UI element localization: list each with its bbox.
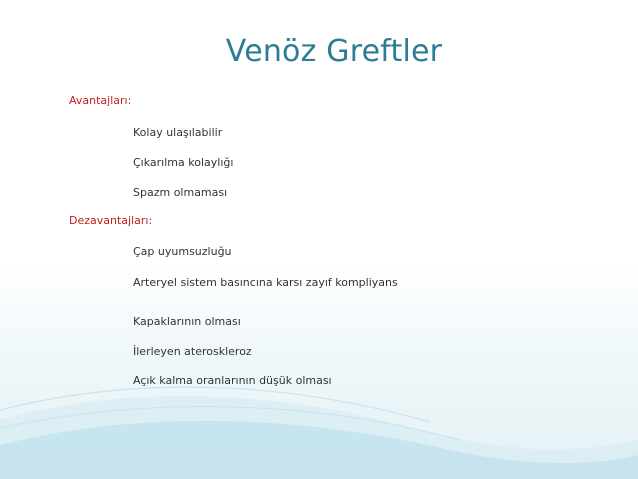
advantage-item: Kolay ulaşılabilir (133, 126, 223, 139)
disadvantage-item: Açık kalma oranlarının düşük olması (133, 374, 332, 387)
advantage-item: Çıkarılma kolaylığı (133, 156, 234, 169)
disadvantage-item: Arteryel sistem basıncına karsı zayıf kompliyans (133, 276, 398, 289)
disadvantage-item: Çap uyumsuzluğu (133, 245, 232, 258)
slide-title: Venöz Greftler (225, 34, 443, 69)
disadvantages-heading: Dezavantajları: (69, 214, 153, 227)
advantage-item: Spazm olmaması (133, 186, 228, 199)
advantages-heading: Avantajları: (69, 94, 132, 107)
disadvantage-item: İlerleyen ateroskleroz (133, 345, 252, 358)
disadvantage-item: Kapaklarının olması (133, 315, 241, 328)
